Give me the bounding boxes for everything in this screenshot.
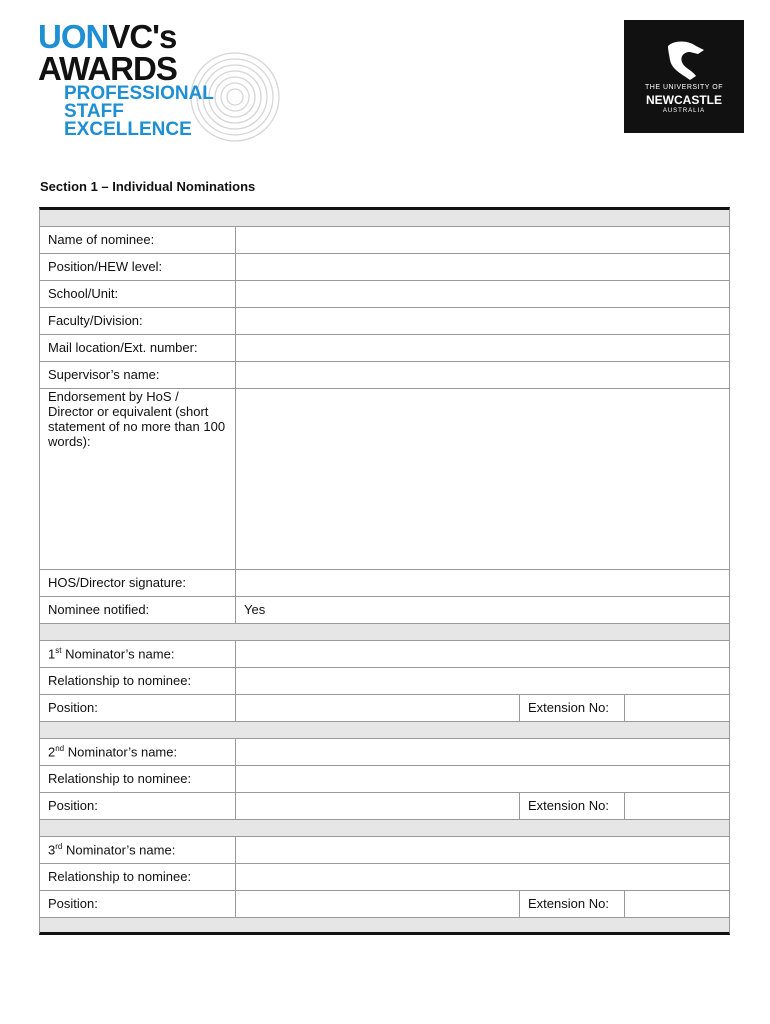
field-label: Extension No: (520, 793, 625, 819)
endorsement-field[interactable] (236, 389, 729, 569)
form-row (40, 597, 729, 624)
form-row (40, 308, 729, 335)
form-row (40, 641, 729, 668)
field-label: Faculty/Division: (40, 308, 236, 334)
nominator-2-extension-field[interactable] (625, 793, 729, 819)
form-row (40, 793, 729, 820)
field-label: 1st Nominator’s name: (40, 641, 236, 667)
field-label: Supervisor’s name: (40, 362, 236, 388)
nominator-1-position-field[interactable] (236, 695, 520, 721)
form-row (40, 739, 729, 766)
university-of-newcastle-logo (624, 20, 744, 133)
form-spacer (40, 624, 729, 641)
field-label: Position/HEW level: (40, 254, 236, 280)
form-spacer (40, 820, 729, 837)
logo-line-2: AWARDS (38, 50, 177, 87)
form-row (40, 837, 729, 864)
field-label: Relationship to nominee: (40, 766, 236, 792)
logo-line-1: UONVC's (38, 18, 177, 55)
form-spacer (40, 918, 729, 932)
uon-vc-awards-logo (38, 18, 288, 148)
form-row (40, 362, 729, 389)
field-label: 3rd Nominator’s name: (40, 837, 236, 863)
form-row (40, 695, 729, 722)
logo-line-4: STAFF (64, 101, 124, 122)
nominator-1-relationship-field[interactable] (236, 668, 729, 694)
nominee-name-field[interactable] (236, 227, 729, 253)
field-label: Extension No: (520, 891, 625, 917)
logo-line-5: EXCELLENCE (64, 119, 192, 140)
field-label: Relationship to nominee: (40, 668, 236, 694)
form-row (40, 335, 729, 362)
university-line-3: AUSTRALIA (662, 108, 706, 114)
position-hew-field[interactable] (236, 254, 729, 280)
faculty-division-field[interactable] (236, 308, 729, 334)
nominator-3-extension-field[interactable] (625, 891, 729, 917)
form-row (40, 281, 729, 308)
field-label: Extension No: (520, 695, 625, 721)
field-label: Position: (40, 695, 236, 721)
field-label: Mail location/Ext. number: (40, 335, 236, 361)
field-label: 2nd Nominator’s name: (40, 739, 236, 765)
mail-location-field[interactable] (236, 335, 729, 361)
hos-signature-field[interactable] (236, 570, 729, 596)
form-row (40, 570, 729, 597)
nominator-2-name-field[interactable] (236, 739, 729, 765)
nominator-1-name-field[interactable] (236, 641, 729, 667)
field-label: Nominee notified: (40, 597, 236, 623)
nominator-3-name-field[interactable] (236, 837, 729, 863)
field-label: School/Unit: (40, 281, 236, 307)
nominator-2-position-field[interactable] (236, 793, 520, 819)
nominee-notified-field[interactable]: Yes (244, 602, 266, 617)
supervisor-name-field[interactable] (236, 362, 729, 388)
seahorse-icon (660, 40, 706, 82)
form-spacer (40, 722, 729, 739)
school-unit-field[interactable] (236, 281, 729, 307)
form-row (40, 668, 729, 695)
form-row (40, 864, 729, 891)
field-label: Position: (40, 891, 236, 917)
form-row (40, 891, 729, 918)
field-label: Name of nominee: (40, 227, 236, 253)
section-title: Section 1 – Individual Nominations (40, 179, 256, 194)
nominator-3-position-field[interactable] (236, 891, 520, 917)
form-row (40, 254, 729, 281)
form-row (40, 227, 729, 254)
nominator-1-extension-field[interactable] (625, 695, 729, 721)
university-line-1: THE UNIVERSITY OF (645, 84, 723, 91)
logo-line-3: PROFESSIONAL (64, 83, 214, 104)
university-line-2: NEWCASTLE (646, 93, 722, 107)
field-label: Position: (40, 793, 236, 819)
form-row (40, 389, 729, 570)
form-spacer (40, 210, 729, 227)
nominator-3-relationship-field[interactable] (236, 864, 729, 890)
nomination-form (39, 207, 730, 935)
field-label: Endorsement by HoS / Director or equivalent (short statement of no more than 100 words): (40, 389, 236, 569)
form-row (40, 766, 729, 793)
field-label: Relationship to nominee: (40, 864, 236, 890)
nominator-2-relationship-field[interactable] (236, 766, 729, 792)
field-label: HOS/Director signature: (40, 570, 236, 596)
